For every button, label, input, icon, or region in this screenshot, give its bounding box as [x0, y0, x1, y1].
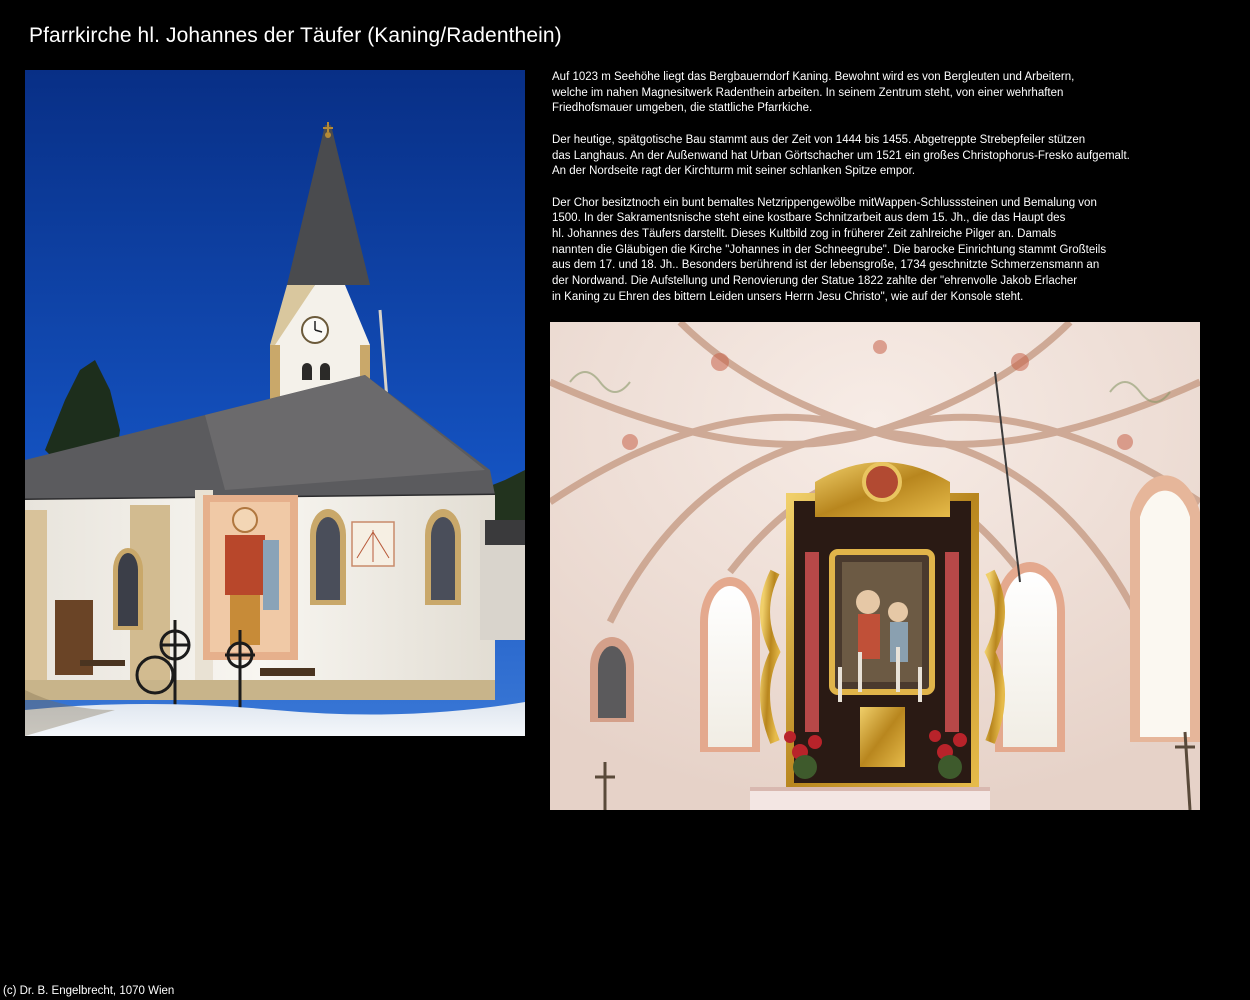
- description-paragraph-1: [552, 70, 1192, 117]
- church-description: [552, 70, 1192, 321]
- text-line: aus dem 17. und 18. Jh.. Besonders berührend ist der lebensgroße, 1734 geschnitzte Schmerzensmann an: [552, 259, 1100, 272]
- text-line: das Langhaus. An der Außenwand hat Urban Görtschacher um 1521 ein großes Christophorus-Fresko aufgemalt.: [552, 149, 1130, 162]
- text-line: An der Nordseite ragt der Kirchturm mit seiner schlanken Spitze empor.: [552, 165, 916, 178]
- description-paragraph-3: [552, 196, 1192, 306]
- text-line: 1500. In der Sakramentsnische steht eine kostbare Schnitzarbeit aus dem 15. Jh., die das Haupt des: [552, 212, 1066, 225]
- church-interior-photo[interactable]: [550, 322, 1200, 810]
- text-line: Der Chor besitztnoch ein bunt bemaltes Netzrippengewölbe mitWappen-Schlusssteinen und Bemalung von: [552, 196, 1097, 209]
- page-title: Pfarrkirche hl. Johannes der Täufer (Kaning/Radenthein): [29, 24, 562, 47]
- copyright-notice: (c) Dr. B. Engelbrecht, 1070 Wien: [3, 985, 175, 997]
- text-line: Der heutige, spätgotische Bau stammt aus der Zeit von 1444 bis 1455. Abgetreppte Strebepfeiler stützen: [552, 133, 1086, 146]
- text-line: Auf 1023 m Seehöhe liegt das Bergbauerndorf Kaning. Bewohnt wird es von Bergleuten und Arbeitern,: [552, 71, 1075, 83]
- description-paragraph-2: [552, 133, 1192, 180]
- text-line: in Kaning zu Ehren des bittern Leiden unsers Herrn Jesu Christo", wie auf der Konsole steht.: [552, 290, 1024, 303]
- text-line: nannten die Gläubigen die Kirche "Johannes in der Schneegrube". Die barocke Einrichtung stammt Großteils: [552, 243, 1107, 256]
- text-line: der Nordwand. Die Aufstellung und Renovierung der Statue 1822 zahlte der "ehrenvolle Jakob Erlacher: [552, 275, 1078, 288]
- text-line: welche im nahen Magnesitwerk Radenthein arbeiten. In seinem Zentrum steht, von einer wehrhaften: [552, 86, 1064, 99]
- church-exterior-photo[interactable]: [25, 70, 525, 736]
- text-line: hl. Johannes des Täufers darstellt. Dieses Kultbild zog in früherer Zeit zahlreiche Pilger an. Damals: [552, 228, 1057, 240]
- text-line: Friedhofsmauer umgeben, die stattliche Pfarrkiche.: [552, 102, 813, 115]
